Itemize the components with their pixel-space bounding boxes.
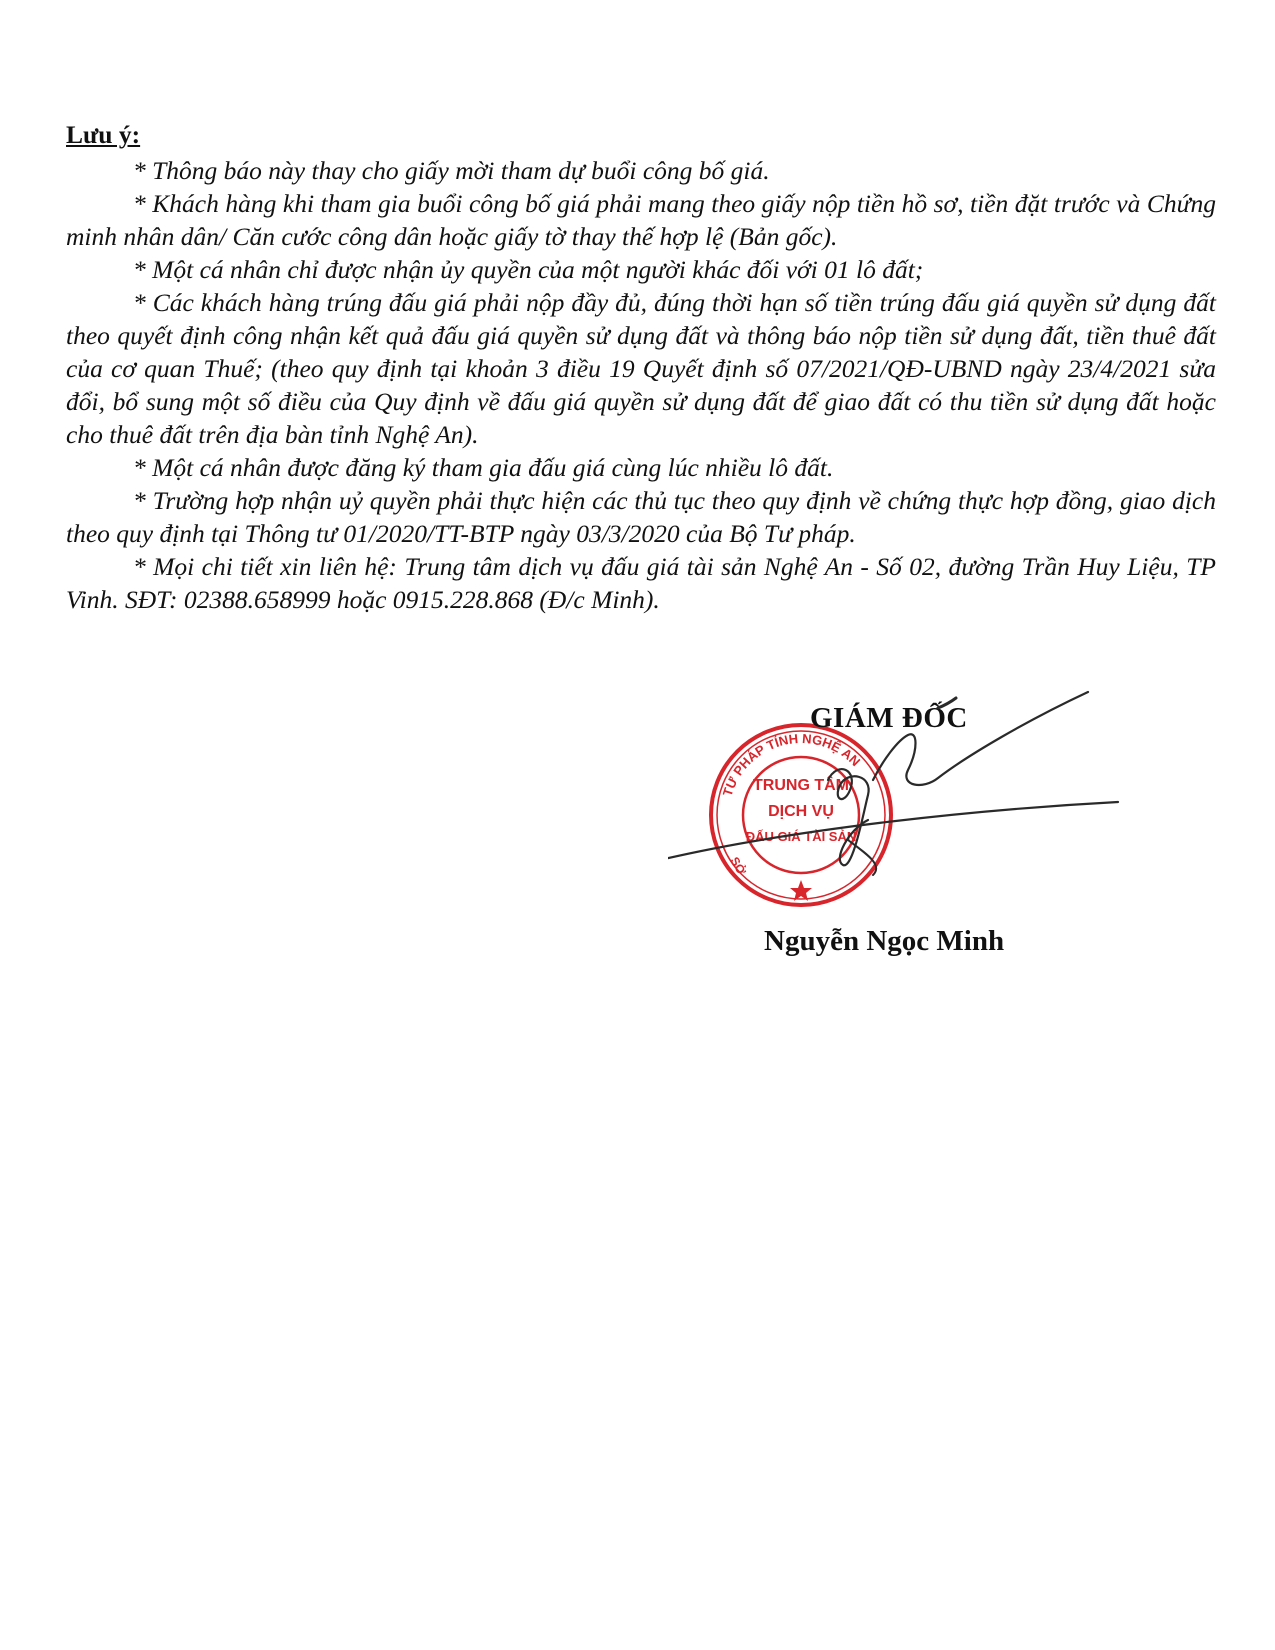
note-item-6: * Trường hợp nhận uỷ quyền phải thực hiện các thủ tục theo quy định về chứng thực hợp đồng, giao dịch theo quy định tại Thông tư 01/2020/TT-BTP ngày 03/3/2020 của Bộ Tư pháp. <box>66 486 1216 548</box>
signature-block <box>668 680 1168 1000</box>
seal-line-2: DỊCH VỤ <box>768 803 834 820</box>
note-item-7: * Mọi chi tiết xin liên hệ: Trung tâm dịch vụ đấu giá tài sản Nghệ An - Số 02, đường Trần Huy Liệu, TP Vinh. SĐT: 02388.658999 hoặc 0915.228.868 (Đ/c Minh). <box>66 552 1216 614</box>
notes-section <box>66 118 1216 616</box>
notes-heading: Lưu ý: <box>66 120 141 149</box>
note-item-5: * Một cá nhân được đăng ký tham gia đấu giá cùng lúc nhiều lô đất. <box>133 453 834 482</box>
note-item-4: * Các khách hàng trúng đấu giá phải nộp đầy đủ, đúng thời hạn số tiền trúng đấu giá quyền sử dụng đất theo quyết định công nhận kết quả đấu giá quyền sử dụng đất và thông báo nộp tiền sử dụng đất, tiền thuê đất của cơ quan Thuế; (theo quy định tại khoản 3 điều 19 Quyết định số 07/2021/QĐ-UBND ngày 23/4/2021 sửa đổi, bổ sung một số điều của Quy định về đấu giá quyền sử dụng đất để giao đất có thu tiền sử dụng đất hoặc cho thuê đất trên địa bàn tỉnh Nghệ An). <box>66 288 1216 449</box>
note-item-3: * Một cá nhân chỉ được nhận ủy quyền của một người khác đối với 01 lô đất; <box>133 255 924 284</box>
seal-line-3: ĐẤU GIÁ TÀI SẢN <box>745 829 857 844</box>
seal-line-1: TRUNG TÂM <box>753 777 849 794</box>
note-item-2: * Khách hàng khi tham gia buổi công bố giá phải mang theo giấy nộp tiền hồ sơ, tiền đặt trước và Chứng minh nhân dân/ Căn cước công dân hoặc giấy tờ thay thế hợp lệ (Bản gốc). <box>66 189 1216 251</box>
signer-name: Nguyễn Ngọc Minh <box>764 925 1005 957</box>
seal-top-text: SỞ <box>727 854 749 878</box>
seal-ring-text: TƯ PHÁP TỈNH NGHỆ AN <box>719 730 864 799</box>
signer-title: GIÁM ĐỐC <box>810 702 968 734</box>
note-item-1: * Thông báo này thay cho giấy mời tham dự buổi công bố giá. <box>133 156 770 185</box>
